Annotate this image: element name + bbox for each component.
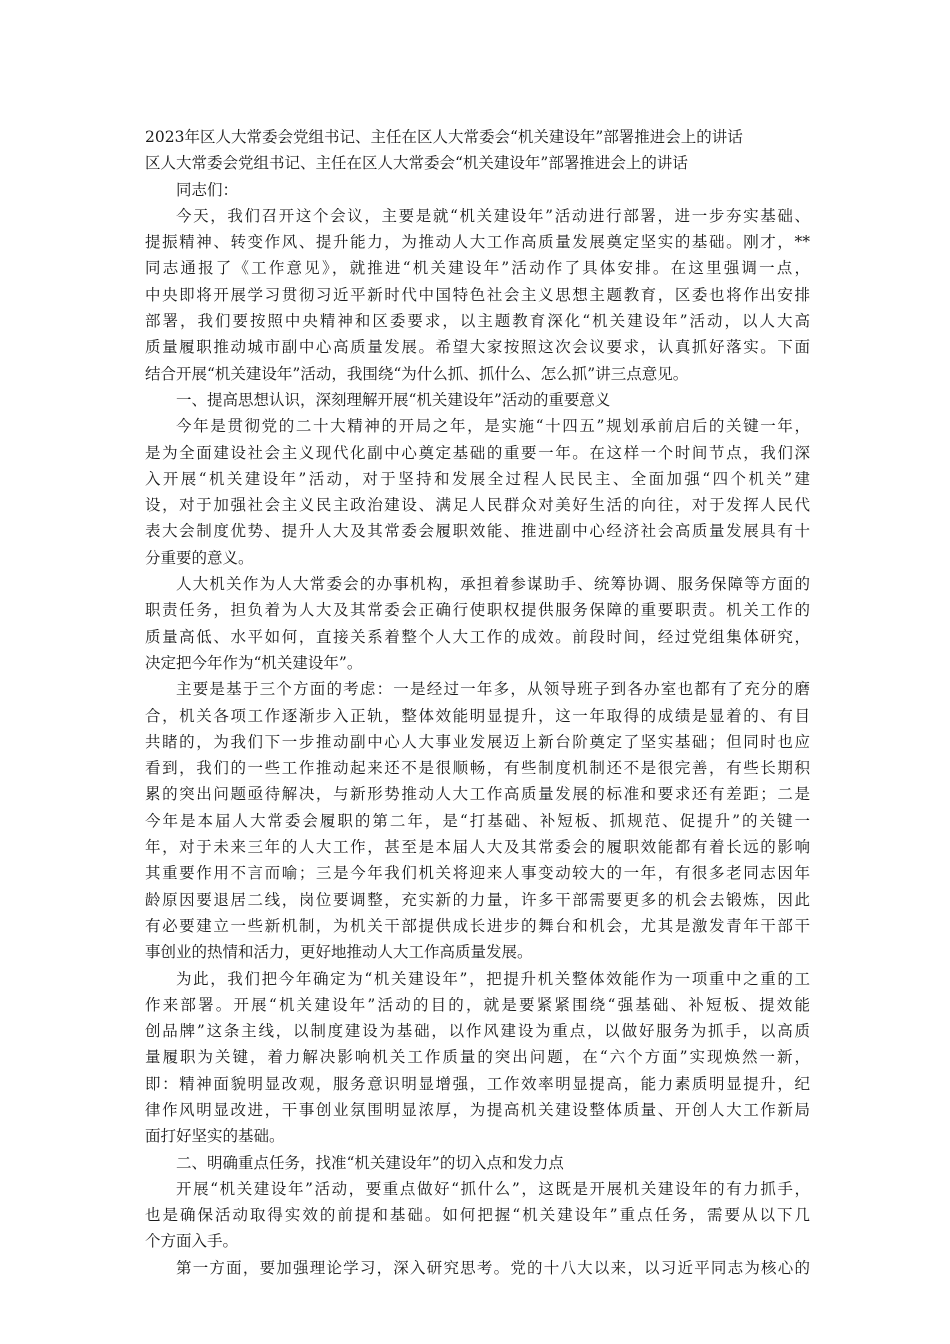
section-heading-1: 一、提高思想认识，深刻理解开展“机关建设年”活动的重要意义 (176, 390, 611, 409)
body-line: 其重要作用不言而喻；三是今年我们机关将迎来人事变动较大的一年，有很多老同志因年 (145, 864, 810, 883)
body-line: 看到，我们的一些工作推动起来还不是很顺畅，有些制度机制还不是很完善，有些长期积 (145, 759, 810, 778)
body-line: 职责任务，担负着为人大及其常委会正确行使职权提供服务保障的重要职责。机关工作的 (145, 601, 810, 620)
body-line: 入开展“机关建设年”活动，对于坚持和发展全过程人民民主、全面加强“四个机关”建 (145, 469, 810, 488)
body-line: 个方面入手。 (145, 1232, 239, 1251)
body-line: 分重要的意义。 (145, 548, 254, 567)
body-line: 今天，我们召开这个会议，主要是就“机关建设年”活动进行部署，进一步夯实基础、 (176, 206, 810, 225)
document-page (145, 124, 810, 1281)
body-line: 累的突出问题亟待解决，与新形势推动人大工作高质量发展的标准和要求还有差距；二是 (145, 785, 810, 804)
body-line: 提振精神、转变作风、提升能力，为推动人大工作高质量发展奠定坚实的基础。刚才，** (145, 233, 810, 252)
body-line: 也是确保活动取得实效的前提和基础。如何把握“机关建设年”重点任务，需要从以下几 (145, 1206, 810, 1225)
document-title-line-1: 2023年区人大常委会党组书记、主任在区人大常委会“机关建设年”部署推进会上的讲话 (145, 128, 743, 146)
body-line: 开展“机关建设年”活动，要重点做好“抓什么”，这既是开展机关建设年的有力抓手， (176, 1179, 810, 1198)
body-line: 结合开展“机关建设年”活动，我围绕“为什么抓、抓什么、怎么抓”讲三点意见。 (145, 364, 689, 383)
body-line: 龄原因要退居二线，岗位要调整，充实新的力量，许多干部需要更多的机会去锻炼，因此 (145, 890, 810, 909)
body-line: 设，对于加强社会主义民主政治建设、满足人民群众对美好生活的向往，对于发挥人民代 (145, 496, 810, 515)
body-line: 部署，我们要按照中央精神和区委要求，以主题教育深化“机关建设年”活动，以人大高 (145, 312, 810, 331)
body-line: 为此，我们把今年确定为“机关建设年”，把提升机关整体效能作为一项重中之重的工 (176, 969, 810, 988)
body-line: 律作风明显改进，干事创业氛围明显浓厚，为提高机关建设整体质量、开创人大工作新局 (145, 1100, 810, 1119)
body-line: 共睹的，为我们下一步推动副中心人大事业发展迈上新台阶奠定了坚实基础；但同时也应 (145, 732, 810, 751)
body-line: 量履职为关键，着力解决影响机关工作质量的突出问题，在“六个方面”实现焕然一新， (145, 1048, 810, 1067)
body-line: 有必要建立一些新机制，为机关干部提供成长进步的舞台和机会，尤其是激发青年干部干 (145, 916, 810, 935)
body-line: 人大机关作为人大常委会的办事机构，承担着参谋助手、统筹协调、服务保障等方面的 (176, 575, 810, 594)
body-line: 表大会制度优势、提升人大及其常委会履职效能、推进副中心经济社会高质量发展具有十 (145, 522, 810, 541)
body-line: 事创业的热情和活力，更好地推动人大工作高质量发展。 (145, 943, 533, 962)
body-line: 决定把今年作为“机关建设年”。 (145, 653, 363, 672)
body-line: 今年是本届人大常委会履职的第二年，是“打基础、补短板、抓规范、促提升”的关键一 (145, 811, 810, 830)
body-line: 质量高低、水平如何，直接关系着整个人大工作的成效。前段时间，经过党组集体研究， (145, 627, 810, 646)
body-line: 同志通报了《工作意见》，就推进“机关建设年”活动作了具体安排。在这里强调一点， (145, 259, 810, 278)
body-line: 第一方面，要加强理论学习，深入研究思考。党的十八大以来，以习近平同志为核心的 (176, 1258, 810, 1277)
body-line: 即：精神面貌明显改观，服务意识明显增强，工作效率明显提高，能力素质明显提升，纪 (145, 1074, 810, 1093)
body-line: 年，对于未来三年的人大工作，甚至是本届人大及其常委会的履职效能都有着长远的影响 (145, 838, 810, 857)
body-line: 创品牌”这条主线，以制度建设为基础，以作风建设为重点，以做好服务为抓手，以高质 (145, 1022, 810, 1041)
document-title-line-2: 区人大常委会党组书记、主任在区人大常委会“机关建设年”部署推进会上的讲话 (145, 154, 688, 173)
body-line: 今年是贯彻党的二十大精神的开局之年，是实施“十四五”规划承前启后的关键一年， (176, 417, 810, 436)
body-line: 合，机关各项工作逐渐步入正轨，整体效能明显提升，这一年取得的成绩是显着的、有目 (145, 706, 810, 725)
body-line: 面打好坚实的基础。 (145, 1127, 285, 1146)
body-line: 主要是基于三个方面的考虑：一是经过一年多，从领导班子到各办室也都有了充分的磨 (176, 680, 810, 699)
body-line: 是为全面建设社会主义现代化副中心奠定基础的重要一年。在这样一个时间节点，我们深 (145, 443, 810, 462)
salutation: 同志们： (176, 180, 239, 199)
body-line: 质量履职推动城市副中心高质量发展。希望大家按照这次会议要求，认真抓好落实。下面 (145, 338, 810, 357)
section-heading-2: 二、明确重点任务，找准“机关建设年”的切入点和发力点 (176, 1153, 564, 1172)
body-line: 中央即将开展学习贯彻习近平新时代中国特色社会主义思想主题教育，区委也将作出安排 (145, 285, 810, 304)
body-line: 作来部署。开展“机关建设年”活动的目的，就是要紧紧围绕“强基础、补短板、提效能 (145, 995, 810, 1014)
